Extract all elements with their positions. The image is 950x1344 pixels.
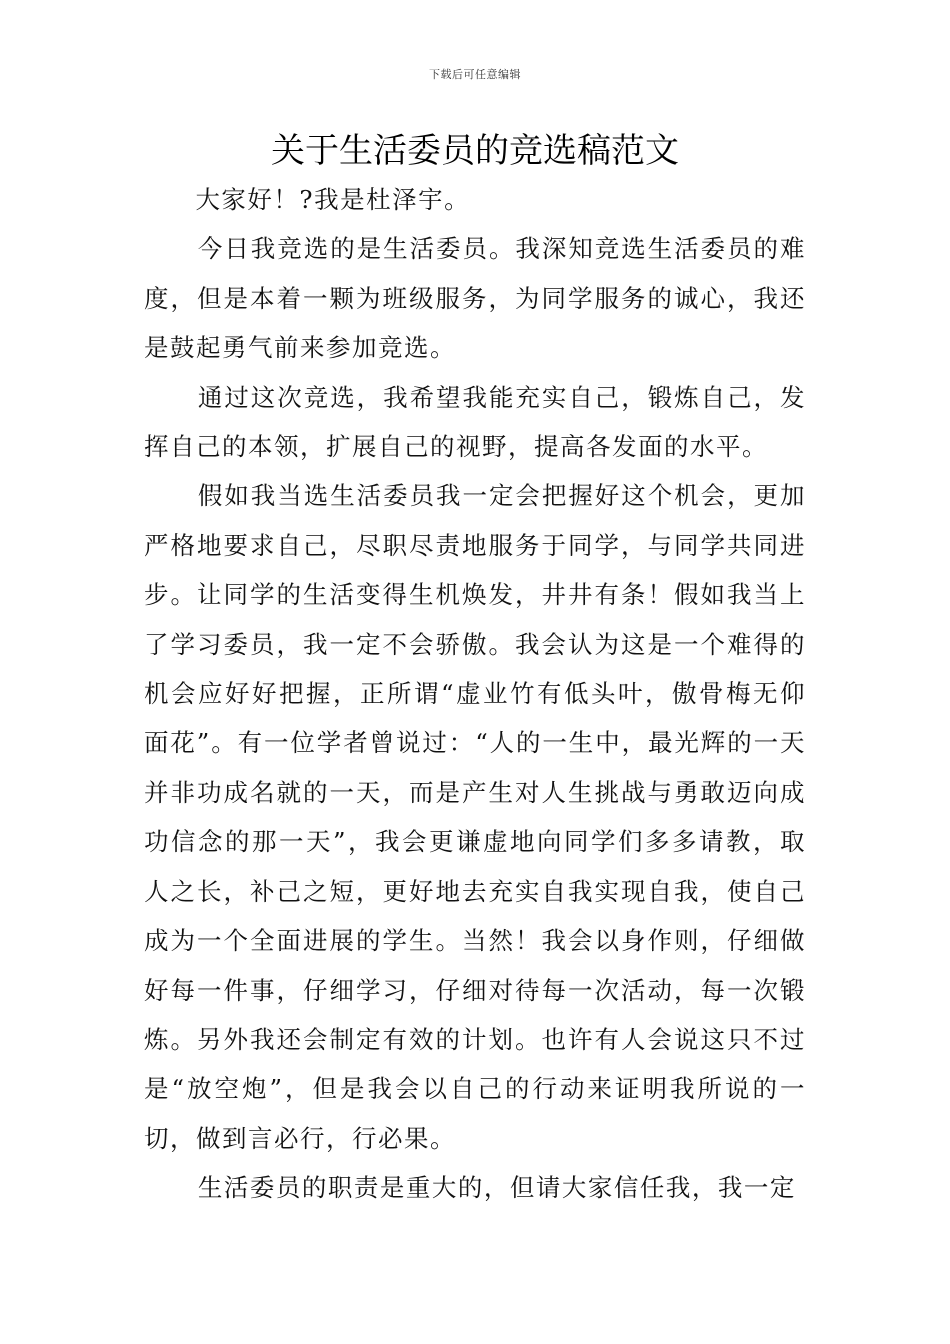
paragraph-closing: 生活委员的职责是重大的，但请大家信任我，我一定 — [197, 1173, 796, 1203]
paragraph-promise: 假如我当选生活委员我一定会把握好这个机会，更加严格地要求自己，尽职尽责地服务于同学，与同学共同进步。让同学的生活变得生机焕发，井井有条！假如我当上了学习委员，我一定不会骄傲。我会认为这是一个难得的机会应好好把握，正所谓“虚业竹有低头叶，傲骨梅无仰面花”。有一位学者曾说过：“人的一生中，最光辉的一天并非功成名就的一天，而是产生对人生挑战与勇敢迈向成功信念的那一天”，我会更谦虚地向同学们多多请教，取人之长，补己之短，更好地去充实自我实现自我，使自己成为一个全面进展的学生。当然！我会以身作则，仔细做好每一件事，仔细学习，仔细对待每一次活动，每一次锻炼。另外我还会制定有效的计划。也许有人会说这只不过是“放空炮”，但是我会以自己的行动来证明我所说的一切，做到言必行，行必果。 — [144, 481, 806, 1153]
document-title: 关于生活委员的竞选稿范文 — [271, 131, 679, 171]
paragraph-candidacy: 今日我竞选的是生活委员。我深知竞选生活委员的难度，但是本着一颗为班级服务，为同学服务的诚心，我还是鼓起勇气前来参加竞选。 — [144, 234, 806, 363]
paragraph-greeting: 大家好！?我是杜泽宇。 — [195, 185, 471, 214]
paragraph-goals: 通过这次竞选，我希望我能充实自己，锻炼自己，发挥自己的本领，扩展自己的视野，提高各发面的水平。 — [144, 382, 806, 462]
page-header-note: 下载后可任意编辑 — [429, 68, 521, 81]
document-body — [144, 175, 806, 1213]
